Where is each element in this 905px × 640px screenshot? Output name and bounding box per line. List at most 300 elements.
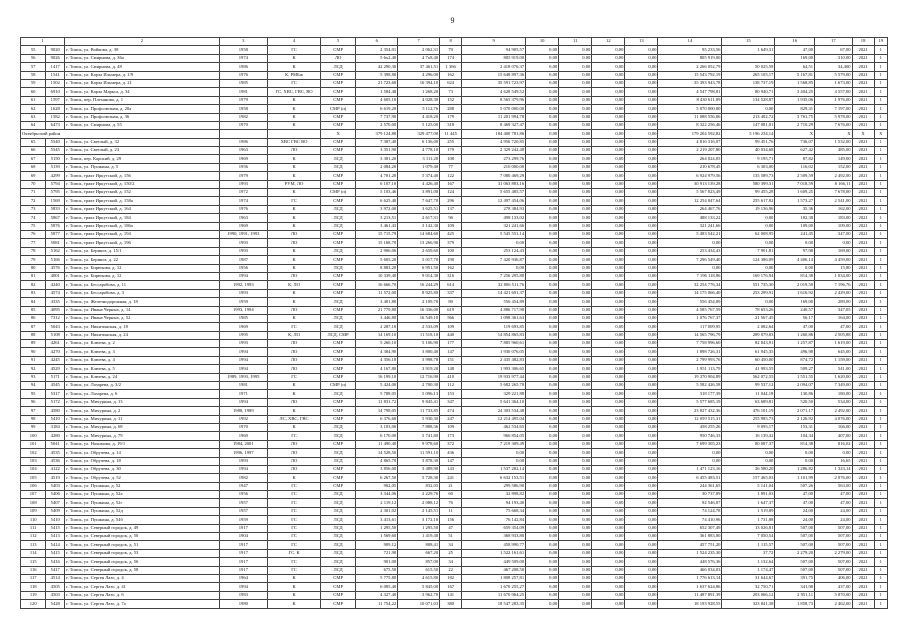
table-cell: 1 — [874, 365, 887, 373]
table-cell: 2 429,00 — [815, 289, 853, 297]
table-cell: 82 — [21, 281, 46, 289]
table-cell: 94 905,57 — [462, 46, 526, 54]
table-cell: ЛСД — [321, 390, 356, 398]
table-cell: 1983 — [219, 591, 268, 599]
table-row — [21, 507, 888, 515]
table-cell: 1 — [874, 96, 887, 104]
table-cell: ЛСД — [321, 298, 356, 306]
table-cell: 100 — [21, 432, 46, 440]
table-cell: 0,00 — [559, 155, 592, 163]
table-row — [21, 591, 888, 599]
table-cell: 474 — [440, 407, 462, 415]
table-cell: 81 — [21, 272, 46, 280]
table-row — [21, 566, 888, 574]
table-cell: г. Томск, ул. Северный городок, д. 58 — [65, 566, 219, 574]
table-cell: 1 776 613,14 — [658, 575, 722, 583]
table-cell: г. Томск, пер. Плеханова, д. 1 — [65, 96, 219, 104]
table-cell: 5 930,30 — [398, 415, 440, 423]
table-cell: 2021 — [852, 256, 874, 264]
table-cell: 0,00 — [625, 449, 658, 457]
table-cell: 410 — [440, 373, 462, 381]
table-cell: 1 — [874, 113, 887, 121]
table-cell: 11 518,10 — [398, 331, 440, 339]
table-cell: 5139 — [46, 163, 65, 171]
table-cell: 0,00 — [526, 583, 559, 591]
table-cell: 2021 — [852, 340, 874, 348]
table-cell: 72 — [21, 197, 46, 205]
table-cell: 0,00 — [559, 264, 592, 272]
table-cell: 0,00 — [559, 197, 592, 205]
table-cell: 12 716,90 — [398, 373, 440, 381]
table-cell: 83 — [21, 289, 46, 297]
table-cell: 425 — [440, 230, 462, 238]
table-cell: 562 072,55 — [722, 373, 775, 381]
table-cell: 14 798,05 — [356, 407, 398, 415]
table-cell: 2 287,10 — [356, 323, 398, 331]
table-cell: 3 800,40 — [398, 348, 440, 356]
table-cell: 14 854 865,83 — [462, 331, 526, 339]
table-cell: 5403 — [46, 482, 65, 490]
table-cell: 0,00 — [526, 373, 559, 381]
table-cell: 0,00 — [592, 457, 625, 465]
table-cell: 0,00 — [625, 331, 658, 339]
table-cell: 4545 — [46, 382, 65, 390]
table-cell: 1 619,00 — [815, 340, 853, 348]
table-cell: 380 — [440, 600, 462, 608]
table-cell: 0,00 — [526, 575, 559, 583]
table-cell: 1 808 257,81 — [462, 575, 526, 583]
table-cell: 0,00 — [592, 281, 625, 289]
table-cell: 1 — [874, 499, 887, 507]
table-cell: 6 107,10 — [356, 180, 398, 188]
table-cell: ГС — [268, 491, 321, 499]
table-row — [21, 323, 888, 331]
table-cell: 1 — [874, 390, 887, 398]
table-cell: 4536 — [46, 457, 65, 465]
table-row — [21, 155, 888, 163]
table-cell: 2 710,29 — [775, 121, 815, 129]
table-cell: 5 070 000,00 — [462, 105, 526, 113]
table-cell: 0,00 — [526, 482, 559, 490]
table-cell: 627,42 — [775, 147, 815, 155]
table-cell: 0,00 — [526, 222, 559, 230]
table-cell: 1981 — [219, 88, 268, 96]
table-cell: 135 589,73 — [722, 172, 775, 180]
table-row — [21, 197, 888, 205]
table-cell: 0,00 — [592, 105, 625, 113]
table-cell: 0,00 — [559, 105, 592, 113]
table-cell: 241 — [440, 474, 462, 482]
table-cell: 1582 — [46, 113, 65, 121]
table-cell: 0,00 — [592, 382, 625, 390]
table-cell: 5545 — [46, 147, 65, 155]
table-cell: 1917 — [219, 524, 268, 532]
table-cell: 1 935,06 — [775, 96, 815, 104]
table-cell: 6 170,00 — [356, 432, 398, 440]
table-cell: 2021 — [852, 373, 874, 381]
table-cell: 1 — [874, 155, 887, 163]
table-cell: 1 976,00 — [815, 96, 853, 104]
table-cell: г. Томск, ул. Обручева, д. 18 — [65, 457, 219, 465]
table-cell: 0,00 — [526, 533, 559, 541]
table-cell: 0,00 — [526, 306, 559, 314]
table-cell: 1988, 1989 — [219, 407, 268, 415]
table-cell: 4503 — [46, 591, 65, 599]
table-cell: 0,00 — [526, 566, 559, 574]
table-cell: 0,00 — [559, 180, 592, 188]
table-cell: 507,00 — [775, 566, 815, 574]
table-cell: 2021 — [852, 499, 874, 507]
table-cell: ЛО — [268, 440, 321, 448]
table-cell: 1597 — [46, 96, 65, 104]
table-cell: 13 026,81 — [722, 524, 775, 532]
table-cell: 0,00 — [559, 147, 592, 155]
table-cell: К — [268, 172, 321, 180]
table-cell: 2 354,01 — [356, 46, 398, 54]
table-cell: 507,00 — [815, 558, 853, 566]
table-cell: 10 071,03 — [398, 600, 440, 608]
table-cell: г. Томск, ул. Мичурина, д. 11 — [65, 415, 219, 423]
table-cell: ЛО — [268, 348, 321, 356]
table-cell: 7 256 295,80 — [462, 272, 526, 280]
table-cell: СМР — [321, 172, 356, 180]
table-cell: 2 062,31 — [398, 46, 440, 54]
table-cell: 1 649,31 — [722, 46, 775, 54]
table-cell: 0,00 — [559, 272, 592, 280]
table-cell: ЛСД — [321, 533, 356, 541]
table-cell: 1 471 123,16 — [658, 465, 722, 473]
table-cell: 108 — [440, 155, 462, 163]
table-cell: г. Томск, ул. Пушкина, д. 52а — [65, 491, 219, 499]
table-cell: ЛСД — [321, 549, 356, 557]
table-cell: 5867 — [46, 214, 65, 222]
table-cell: г. Томск, тракт Иркутский, д. 150/2 — [65, 180, 219, 188]
table-cell: 0,00 — [658, 264, 722, 272]
table-row — [21, 247, 888, 255]
table-cell: 1 573,27 — [775, 197, 815, 205]
table-cell: 4 886 717,98 — [462, 306, 526, 314]
table-cell: СМР — [321, 591, 356, 599]
header-cell: 6 — [356, 38, 398, 46]
section-title: Октябрьский район — [21, 130, 220, 138]
table-cell: г. Томск, ул. Пушкина, д. 52г — [65, 499, 219, 507]
table-cell: 0,00 — [559, 373, 592, 381]
table-cell: 1917 — [219, 549, 268, 557]
table-cell: 61 — [21, 96, 46, 104]
table-cell: 0,00 — [592, 533, 625, 541]
table-cell: ГС — [268, 79, 321, 87]
table-cell: 296 — [440, 197, 462, 205]
table-row — [21, 524, 888, 532]
table-cell: 15 543 792,19 — [658, 71, 722, 79]
table-cell: 97,98 — [775, 247, 815, 255]
table-cell: 0,00 — [526, 348, 559, 356]
table-cell: 264 024,05 — [658, 155, 722, 163]
table-cell: 21 — [440, 482, 462, 490]
table-cell: 1986 — [219, 138, 268, 146]
table-cell: 0,00 — [592, 591, 625, 599]
table-cell: ГС — [268, 432, 321, 440]
table-cell: СМР — [321, 340, 356, 348]
table-cell: ЛО — [268, 147, 321, 155]
table-cell: СМР — [321, 272, 356, 280]
table-cell: 110 — [21, 516, 46, 524]
table-row — [21, 88, 888, 96]
table-cell — [722, 54, 775, 62]
table-cell: 7 758 996,60 — [658, 340, 722, 348]
table-cell: 0,00 — [592, 230, 625, 238]
table-cell: 120 — [21, 600, 46, 608]
table-cell: 78 — [21, 247, 46, 255]
table-cell: 323 841,38 — [722, 600, 775, 608]
table-cell: 1 — [874, 516, 887, 524]
table-cell: 1 — [874, 575, 887, 583]
table-cell: 0,00 — [559, 449, 592, 457]
table-cell: 4299 — [46, 172, 65, 180]
table-cell: 372 — [440, 440, 462, 448]
table-cell: 0,00 — [592, 449, 625, 457]
table-cell: 0,00 — [559, 230, 592, 238]
table-cell: 0,00 — [625, 507, 658, 515]
table-cell: ЛО — [268, 398, 321, 406]
table-cell: 0,00 — [559, 189, 592, 197]
table-cell: 448 576,36 — [658, 558, 722, 566]
table-cell: 2 799 993,76 — [658, 356, 722, 364]
table-cell: 37,72 — [722, 549, 775, 557]
table-cell: ЛО — [268, 449, 321, 457]
table-cell: 0,00 — [526, 423, 559, 431]
table-cell: 2021 — [852, 474, 874, 482]
table-cell: 2021 — [852, 239, 874, 247]
table-cell: 0,00 — [526, 79, 559, 87]
table-cell: 0,00 — [526, 516, 559, 524]
table-cell: К — [268, 54, 321, 62]
table-cell: 96 — [440, 214, 462, 222]
table-cell: 3 489,90 — [398, 465, 440, 473]
table-cell: 1969 — [219, 432, 268, 440]
table-cell: К — [268, 247, 321, 255]
table-cell: 85 — [21, 306, 46, 314]
table-cell: 0,00 — [592, 423, 625, 431]
table-cell: 1 — [874, 423, 887, 431]
table-cell: 2021 — [852, 272, 874, 280]
table-cell: 9 978,60 — [398, 440, 440, 448]
table-cell: 7 420 936,87 — [462, 256, 526, 264]
table-cell: 4 778,10 — [398, 147, 440, 155]
table-cell: 0,00 — [625, 147, 658, 155]
table-cell: 5 641 364,10 — [462, 398, 526, 406]
table-cell: 449 509,00 — [462, 558, 526, 566]
table-cell: 1956 — [219, 491, 268, 499]
table-cell: 182 — [440, 575, 462, 583]
table-cell: 103 — [21, 457, 46, 465]
table-cell: г. Томск, ул. Бессарабова, д. 3 — [65, 289, 219, 297]
table-row — [21, 457, 888, 465]
table-cell: г. Томск, тракт Иркутский, д. 186а — [65, 222, 219, 230]
header-cell: 18 — [852, 38, 874, 46]
table-cell: 2021 — [852, 331, 874, 339]
table-cell — [268, 130, 321, 138]
table-cell: 0,00 — [526, 54, 559, 62]
table-cell: 5 605,20 — [356, 256, 398, 264]
table-cell: 179 204 592,82 — [658, 130, 722, 138]
table-cell: 0,00 — [722, 264, 775, 272]
table-cell: 134 528,87 — [722, 96, 775, 104]
table-cell: 0,00 — [526, 499, 559, 507]
table-cell: 0,00 — [526, 340, 559, 348]
table-cell: 0,00 — [625, 96, 658, 104]
table-cell: 391,75 — [775, 575, 815, 583]
table-cell: 457 751,20 — [658, 541, 722, 549]
table-cell: 1972 — [219, 189, 268, 197]
table-cell: 14 684,60 — [398, 230, 440, 238]
table-cell: ЛСД — [321, 507, 356, 515]
table-row — [21, 331, 888, 339]
table-cell: 62 008,95 — [722, 230, 775, 238]
table-cell: 0,00 — [526, 281, 559, 289]
table-cell: 0,00 — [625, 407, 658, 415]
table-cell: 0,00 — [526, 205, 559, 213]
table-cell: 2 418 076,37 — [462, 63, 526, 71]
table-cell: ГС — [268, 507, 321, 515]
table-cell: 2 279,00 — [815, 549, 853, 557]
table-row — [21, 272, 888, 280]
table-cell: 5 728,30 — [398, 474, 440, 482]
table-cell: г. Томск, тракт Иркутский, д. 194 — [65, 230, 219, 238]
table-cell: 77 — [440, 163, 462, 171]
table-cell: 2021 — [852, 524, 874, 532]
table-cell: 0,00 — [559, 138, 592, 146]
table-cell: 2021 — [852, 205, 874, 213]
table-cell: 6 924 979,56 — [658, 172, 722, 180]
table-row — [21, 256, 888, 264]
table-cell: СМР — [321, 197, 356, 205]
table-cell: 2021 — [852, 189, 874, 197]
table-cell: 31 644,67 — [722, 575, 775, 583]
table-cell: 5081 — [46, 239, 65, 247]
table-cell: 40 034,68 — [722, 147, 775, 155]
table-cell: 89 — [21, 340, 46, 348]
table-cell: 0,00 — [722, 105, 775, 113]
table-cell: 2021 — [852, 465, 874, 473]
table-cell: 7 901,81 — [722, 247, 775, 255]
table-cell: 11 044,18 — [722, 390, 775, 398]
table-cell: 0,00 — [559, 398, 592, 406]
table-cell: 1 — [874, 71, 887, 79]
table-cell: 16 394,10 — [398, 79, 440, 87]
table-row — [21, 205, 888, 213]
table-cell: 174 — [440, 54, 462, 62]
table-cell: 0,00 — [526, 197, 559, 205]
table-row — [21, 541, 888, 549]
table-cell: 2021 — [852, 541, 874, 549]
table-cell: 0,00 — [559, 365, 592, 373]
table-cell: 0,00 — [462, 457, 526, 465]
table-cell: 1417 — [46, 63, 65, 71]
table-cell: г. Томск, тракт Иркутский, д. 158а — [65, 197, 219, 205]
table-cell: 1994 — [219, 398, 268, 406]
table-cell: 5 096,13 — [398, 390, 440, 398]
table-cell: 79 — [21, 256, 46, 264]
table-cell: 124 386,09 — [722, 256, 775, 264]
header-cell: 5 — [321, 38, 356, 46]
table-cell: г. Томск, ул. Смирнова, д. 36а — [65, 54, 219, 62]
table-cell: 0,00 — [625, 281, 658, 289]
table-cell: 24,00 — [815, 516, 853, 524]
table-cell: 4240 — [46, 281, 65, 289]
table-cell: 122 — [440, 172, 462, 180]
table-row — [21, 298, 888, 306]
table-cell: ГС — [268, 541, 321, 549]
header-cell: 14 — [658, 38, 722, 46]
table-cell: 0,00 — [625, 222, 658, 230]
table-cell: 0,00 — [592, 331, 625, 339]
table-cell: г. Томск, тракт Иркутский, д. 164 — [65, 205, 219, 213]
table-cell: 0,00 — [559, 591, 592, 599]
table-row — [21, 63, 888, 71]
table-cell: 0,00 — [592, 180, 625, 188]
table-cell: 5 374,40 — [398, 172, 440, 180]
table-cell: 41 993,55 — [722, 365, 775, 373]
table-cell: 0,00 — [559, 239, 592, 247]
table-cell: 87,82 — [775, 155, 815, 163]
table-cell: К — [268, 113, 321, 121]
table-cell: 0,00 — [559, 566, 592, 574]
table-cell: 0,00 — [526, 272, 559, 280]
table-cell: 78 653,26 — [722, 306, 775, 314]
table-cell: 1 295,50 — [356, 524, 398, 532]
table-cell: 4535 — [46, 449, 65, 457]
table-cell: К — [268, 591, 321, 599]
table-cell: 152 — [440, 96, 462, 104]
table-cell: 0,00 — [526, 239, 559, 247]
table-cell: 1 — [874, 121, 887, 129]
table-cell: 1 034,00 — [815, 272, 853, 280]
table-cell: 6 619,20 — [356, 105, 398, 113]
table-cell: 5150 — [46, 155, 65, 163]
table-row — [21, 239, 888, 247]
table-cell: 337 — [440, 289, 462, 297]
table-cell: ЛСД — [321, 222, 356, 230]
table-cell: 4574 — [46, 289, 65, 297]
table-cell: 1994 — [219, 272, 268, 280]
table-cell: ЛСД — [321, 63, 356, 71]
table-cell: 1 — [874, 79, 887, 87]
table-cell: 5416 — [46, 558, 65, 566]
table-cell: 0,00 — [559, 541, 592, 549]
table-cell: 167 — [440, 583, 462, 591]
table-cell: 0,00 — [592, 575, 625, 583]
table-cell: г. Томск, тракт Иркутский, д. 152 — [65, 189, 219, 197]
table-cell: 0,00 — [592, 71, 625, 79]
table-cell: 1995 — [219, 331, 268, 339]
table-cell: 2 435 482,83 — [462, 356, 526, 364]
table-cell: 0,00 — [592, 298, 625, 306]
table-cell: К — [268, 63, 321, 71]
table-cell: 24,00 — [775, 507, 815, 515]
table-cell: 316 — [440, 272, 462, 280]
table-cell: 507,00 — [775, 558, 815, 566]
table-cell: 5415 — [46, 524, 65, 532]
table-cell: 0,00 — [625, 365, 658, 373]
table-cell: 149,00 — [815, 155, 853, 163]
table-cell: 466 034,03 — [658, 566, 722, 574]
table-cell: 8 883,20 — [356, 264, 398, 272]
table-cell: 0,00 — [559, 46, 592, 54]
table-cell: 1 098 361,63 — [462, 314, 526, 322]
table-cell: 1985 — [219, 314, 268, 322]
table-cell: 1 419,40 — [398, 533, 440, 541]
